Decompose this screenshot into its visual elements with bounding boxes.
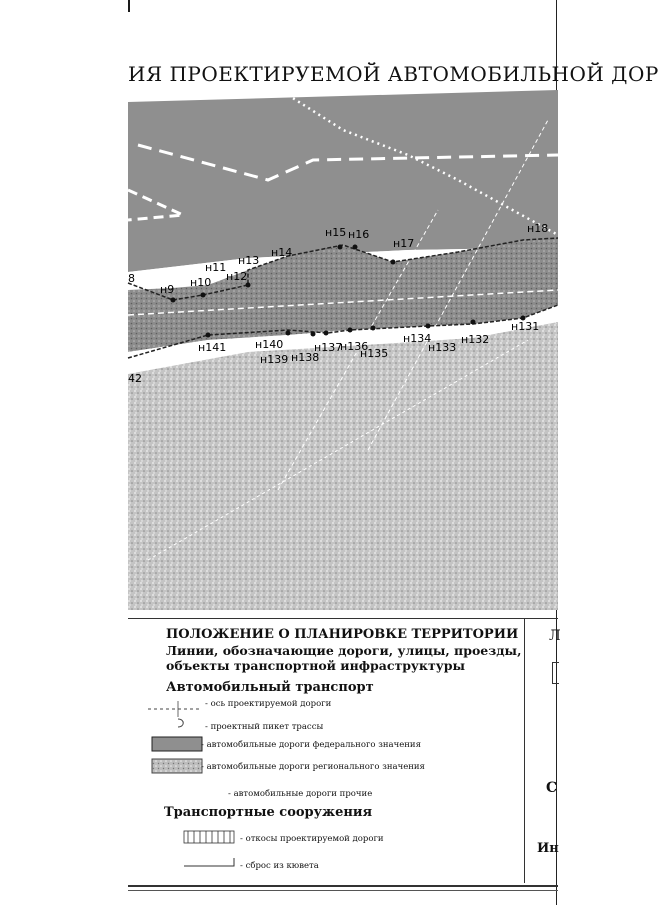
- picket-label-18: н18: [527, 222, 549, 235]
- stamp-letter-bottom: Ин: [537, 841, 559, 856]
- picket-label-139: н139: [260, 353, 289, 366]
- page-margin: [0, 0, 128, 905]
- picket-label-140: н140: [255, 338, 284, 351]
- stamp-box: [552, 662, 559, 684]
- map-title: ИЯ ПРОЕКТИРУЕМОЙ АВТОМОБИЛЬНОЙ ДОР: [128, 62, 659, 86]
- picket-label-142: 42: [128, 372, 142, 385]
- picket-label-136: н136: [340, 340, 369, 353]
- stamp-letter-top: Л: [549, 628, 561, 644]
- legend-item-slopes: - откосы проектируемой дороги: [240, 834, 384, 844]
- picket-label-16: н16: [348, 228, 370, 241]
- picket-label-9: н9: [160, 283, 175, 296]
- picket-label-12: н12: [226, 270, 248, 283]
- picket-label-15: н15: [325, 226, 347, 239]
- legend-item-other: - автомобильные дороги прочие: [228, 789, 373, 799]
- legend-heading: ПОЛОЖЕНИЕ О ПЛАНИРОВКЕ ТЕРРИТОРИИ: [166, 627, 519, 642]
- speckled-area: [128, 322, 558, 610]
- slope-swatch: [184, 831, 234, 843]
- picket-label-131: н131: [511, 320, 540, 333]
- legend-section-structures: Транспортные сооружения: [164, 805, 373, 820]
- picket-label-10: н10: [190, 276, 212, 289]
- picket-label-138: н138: [291, 351, 320, 364]
- structure-swatches: [180, 828, 240, 873]
- picket-label-141: н141: [198, 341, 227, 354]
- frame-bottom-border-inner: [128, 890, 558, 891]
- legend-item-federal: - автомобильные дороги федерального значения: [201, 740, 421, 750]
- picket-label-8: 8: [128, 272, 135, 285]
- legend-subheading: Линии, обозначающие дороги, улицы, проезды, объекты транспортной инфраструктуры: [166, 643, 522, 673]
- picket-label-17: н17: [393, 237, 415, 250]
- legend-item-picket: - проектный пикет трассы: [205, 722, 324, 732]
- legend-item-regional: - автомобильные дороги регионального значения: [201, 762, 425, 772]
- legend-item-road-axis: - ось проектируемой дороги: [205, 699, 332, 709]
- picket-label-132: н132: [461, 333, 490, 346]
- picket-label-11: н11: [205, 261, 227, 274]
- road-axis-swatch: [148, 701, 200, 717]
- picket-label-14: н14: [271, 246, 293, 259]
- picket-swatch: [178, 719, 183, 727]
- picket-label-134: н134: [403, 332, 432, 345]
- map-area: [128, 90, 558, 610]
- stamp-letter-mid: С: [546, 780, 558, 796]
- picket-label-137: н137: [314, 341, 343, 354]
- picket-label-13: н13: [238, 254, 260, 267]
- frame-bottom-border: [128, 885, 558, 887]
- regional-road-swatch: [152, 759, 202, 773]
- ditch-swatch: [184, 858, 234, 866]
- legend-divider: [128, 618, 558, 619]
- picket-label-135: н135: [360, 347, 389, 360]
- legend-section-auto: Автомобильный транспорт: [166, 680, 374, 695]
- picket-label-133: н133: [428, 341, 457, 354]
- federal-road-swatch: [152, 737, 202, 751]
- legend-item-ditch: - сброс из кювета: [240, 861, 319, 871]
